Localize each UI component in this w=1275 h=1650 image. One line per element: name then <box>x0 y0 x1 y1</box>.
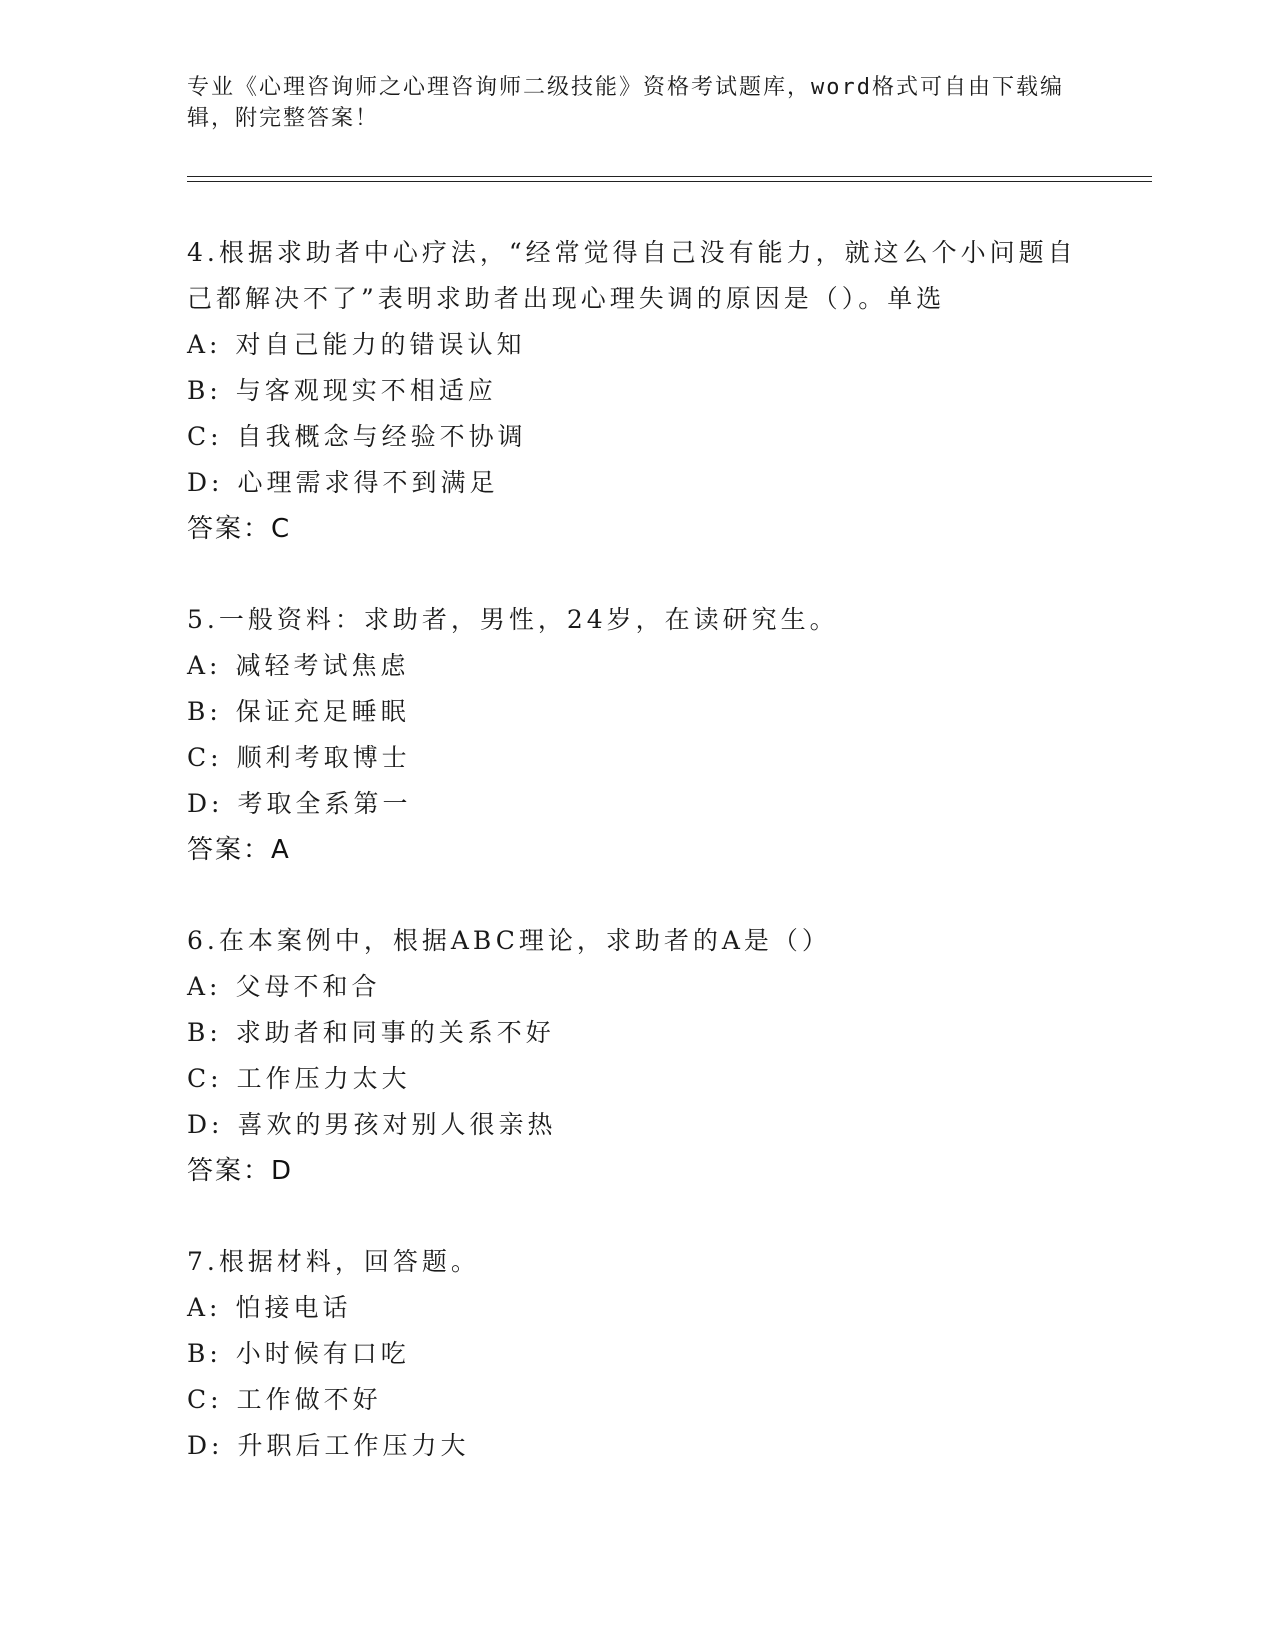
question-list <box>187 230 1087 1514</box>
question-title: 6.在本案例中，根据ABC理论，求助者的A是（） <box>187 926 831 955</box>
option-text: 喜欢的男孩对别人很亲热 <box>237 1110 557 1139</box>
option-key: D: <box>187 468 224 497</box>
header-divider-top <box>187 176 1152 177</box>
option-c <box>187 1377 1087 1423</box>
question-6 <box>187 918 1087 1194</box>
document-header: 专业《心理咨询师之心理咨询师二级技能》资格考试题库，word格式可自由下载编辑，附完整答案！ <box>187 75 1064 131</box>
option-a <box>187 964 1087 1010</box>
option-text: 工作压力太大 <box>236 1064 411 1093</box>
option-key: C: <box>187 422 223 451</box>
option-text: 升职后工作压力大 <box>237 1431 470 1460</box>
question-7 <box>187 1239 1087 1469</box>
option-text: 自我概念与经验不协调 <box>236 422 527 451</box>
question-title: 5.一般资料：求助者，男性，24岁，在读研究生。 <box>187 605 839 634</box>
option-a <box>187 643 1087 689</box>
option-d <box>187 1102 1087 1148</box>
option-key: A: <box>187 651 222 680</box>
option-b <box>187 1010 1087 1056</box>
option-text: 对自己能力的错误认知 <box>235 330 526 359</box>
answer-label: 答案：D <box>187 1156 294 1186</box>
question-5 <box>187 597 1087 873</box>
option-a <box>187 322 1087 368</box>
option-c <box>187 1056 1087 1102</box>
option-text: 保证充足睡眠 <box>235 697 410 726</box>
option-d <box>187 1423 1087 1469</box>
option-text: 减轻考试焦虑 <box>235 651 410 680</box>
question-title: 4.根据求助者中心疗法，“经常觉得自己没有能力，就这么个小问题自己都解决不了”表明求助者出现心理失调的原因是（）。单选 <box>187 238 1077 313</box>
option-b <box>187 1331 1087 1377</box>
option-key: B: <box>187 1339 222 1368</box>
option-key: B: <box>187 1018 222 1047</box>
option-key: D: <box>187 789 224 818</box>
option-b <box>187 368 1087 414</box>
option-b <box>187 689 1087 735</box>
option-text: 心理需求得不到满足 <box>237 468 499 497</box>
option-text: 与客观现实不相适应 <box>235 376 497 405</box>
option-text: 顺利考取博士 <box>236 743 411 772</box>
question-4 <box>187 230 1087 552</box>
option-key: A: <box>187 330 222 359</box>
option-key: A: <box>187 1293 222 1322</box>
answer-label: 答案：C <box>187 514 292 544</box>
option-c <box>187 735 1087 781</box>
option-key: D: <box>187 1431 224 1460</box>
option-text: 怕接电话 <box>235 1293 352 1322</box>
option-key: D: <box>187 1110 224 1139</box>
option-key: C: <box>187 743 223 772</box>
option-text: 父母不和合 <box>235 972 381 1001</box>
question-title: 7.根据材料，回答题。 <box>187 1247 480 1276</box>
option-text: 考取全系第一 <box>237 789 412 818</box>
option-text: 求助者和同事的关系不好 <box>235 1018 555 1047</box>
answer-label: 答案：A <box>187 835 291 865</box>
option-text: 小时候有口吃 <box>235 1339 410 1368</box>
header-divider-bottom <box>187 181 1152 182</box>
option-c <box>187 414 1087 460</box>
option-text: 工作做不好 <box>236 1385 382 1414</box>
option-key: C: <box>187 1064 223 1093</box>
option-a <box>187 1285 1087 1331</box>
option-key: B: <box>187 697 222 726</box>
option-d <box>187 460 1087 506</box>
option-key: C: <box>187 1385 223 1414</box>
option-d <box>187 781 1087 827</box>
option-key: B: <box>187 376 222 405</box>
option-key: A: <box>187 972 222 1001</box>
